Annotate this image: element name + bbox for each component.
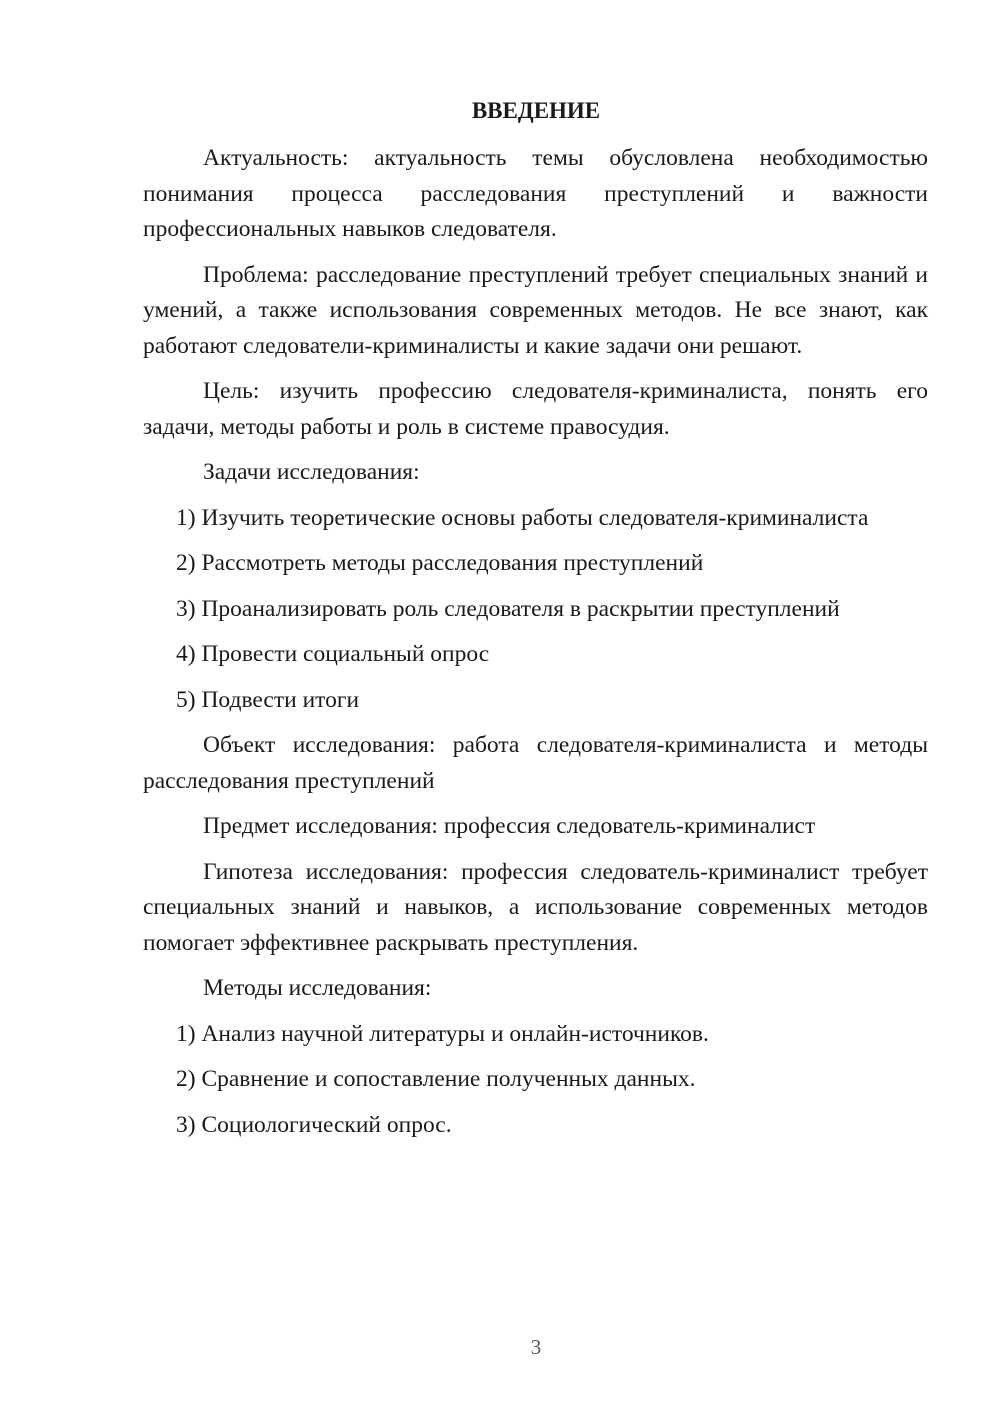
object-paragraph: Объект исследования: работа следователя-криминалиста и методы расследования преступлений (143, 732, 928, 794)
page-title: ВВЕДЕНИЕ (471, 98, 601, 123)
methods-heading: Методы исследования: (203, 975, 432, 1001)
method-item: 3) Социологический опрос. (176, 1111, 452, 1138)
tasks-list (143, 501, 928, 719)
document-body (143, 141, 928, 1153)
problem-paragraph: Проблема: расследование преступлений требует специальных знаний и умений, а также использования современных методов. Не все знают, как работают следователи-криминалисты и какие задачи они решают. (143, 261, 928, 359)
page-number: 3 (530, 1335, 542, 1359)
methods-list (143, 1017, 928, 1144)
subject-paragraph: Предмет исследования: профессия следователь-криминалист (203, 813, 816, 839)
relevance-paragraph: Актуальность: актуальность темы обусловлена необходимостью понимания процесса расследования преступлений и важности профессиональных навыков следователя. (143, 145, 928, 242)
tasks-heading: Задачи исследования: (203, 459, 420, 485)
task-item: 3) Проанализировать роль следователя в раскрытии преступлений (176, 595, 840, 622)
task-item: 2) Рассмотреть методы расследования преступлений (176, 550, 704, 576)
hypothesis-paragraph: Гипотеза исследования: профессия следователь-криминалист требует специальных знаний и навыков, а использование современных методов помогает эффективнее раскрывать преступления. (143, 858, 928, 956)
method-item: 1) Анализ научной литературы и онлайн-источников. (176, 1020, 709, 1047)
goal-paragraph: Цель: изучить профессию следователя-криминалиста, понять его задачи, методы работы и роль в системе правосудия. (143, 378, 928, 440)
task-item: 1) Изучить теоретические основы работы следователя-криминалиста (176, 504, 869, 531)
task-item: 5) Подвести итоги (176, 686, 360, 713)
task-item: 4) Провести социальный опрос (176, 641, 490, 667)
method-item: 2) Сравнение и сопоставление полученных данных. (176, 1066, 696, 1092)
